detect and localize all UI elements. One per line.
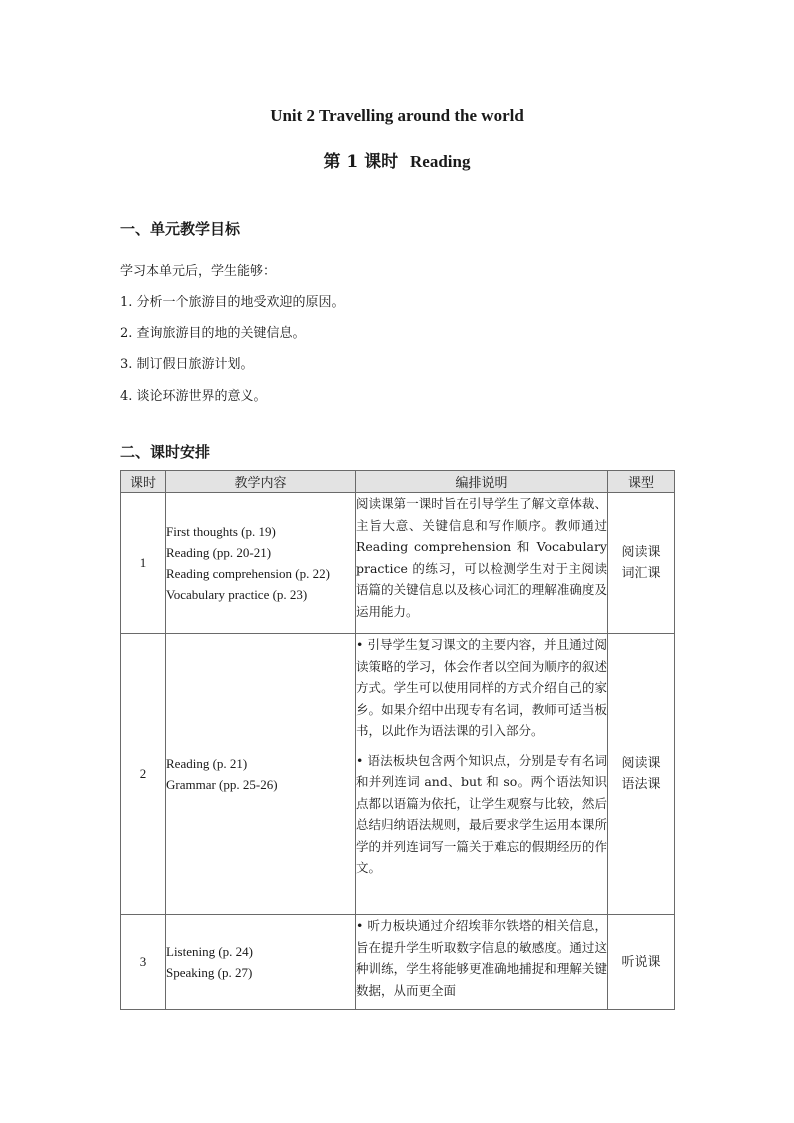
- description-paragraph: • 听力板块通过介绍埃菲尔铁塔的相关信息，旨在提升学生听取数字信息的敏感度。通过这种训练，学生将能够更准确地捕捉和理解关键数据，从而更全面: [356, 918, 607, 998]
- description-paragraph: 阅读课第一课时旨在引导学生了解文章体裁、主旨大意、关键信息和写作顺序。教师通过 Reading comprehension 和 Vocabulary practice 的练习，可以检测学生对于主阅读语篇的关键信息以及核心词汇的理解准确度及运用能力。: [356, 496, 607, 619]
- lesson-type: [608, 493, 675, 634]
- lesson-type-label: 语法课: [621, 777, 661, 792]
- schedule-table: [120, 470, 675, 1010]
- description-paragraph: • 语法板块包含两个知识点，分别是专有名词和并列连词 and、but 和 so。两个语法知识点都以语篇为依托，让学生观察与比较，然后总结归纳语法规则，最后要求学生运用本课所学的并列连词写一篇关于难忘的假期经历的作文。: [356, 752, 607, 875]
- arrangement-description: [356, 493, 608, 634]
- lesson-type-label: 阅读课: [621, 756, 661, 771]
- goal-item: 1. 分析一个旅游目的地受欢迎的原因。: [120, 295, 345, 310]
- teaching-content: [166, 493, 356, 634]
- content-item: Grammar (pp. 25-26): [166, 777, 278, 792]
- content-item: Reading comprehension (p. 22): [166, 566, 330, 581]
- content-item: Listening (p. 24): [166, 944, 254, 959]
- goal-item: 4. 谈论环游世界的意义。: [120, 389, 267, 404]
- description-paragraph: • 引导学生复习课文的主要内容，并且通过阅读策略的学习，体会作者以空间为顺序的叙述方式。学生可以使用同样的方式介绍自己的家乡。如果介绍中出现专有名词，教师可适当板书，以此作为语法课的引入部分。: [356, 637, 607, 738]
- period-number: 2: [121, 634, 166, 915]
- section-heading-schedule: 二、课时安排: [120, 443, 211, 461]
- column-header-content: 教学内容: [166, 471, 356, 493]
- column-header-period: 课时: [121, 471, 166, 493]
- lesson-number: 第 1 课时: [323, 152, 399, 172]
- table-row: [121, 493, 675, 634]
- goal-item: 2. 查询旅游目的地的关键信息。: [120, 326, 306, 341]
- section-heading-goals: 一、单元教学目标: [120, 220, 241, 238]
- goals-intro: 学习本单元后，学生能够：: [120, 264, 277, 279]
- lesson-type: [608, 915, 675, 1010]
- period-number: 3: [121, 915, 166, 1010]
- lesson-name: Reading: [410, 152, 471, 171]
- table-header-row: [121, 471, 675, 493]
- lesson-title: [0, 147, 794, 172]
- arrangement-description: [356, 634, 608, 915]
- table-row: [121, 634, 675, 915]
- lesson-type-label: 阅读课: [621, 545, 661, 560]
- column-header-type: 课型: [608, 471, 675, 493]
- teaching-content: [166, 915, 356, 1010]
- table-row: [121, 915, 675, 1010]
- content-item: Vocabulary practice (p. 23): [166, 587, 308, 602]
- content-item: Reading (pp. 20-21): [166, 545, 272, 560]
- teaching-content: [166, 634, 356, 915]
- lesson-type-label: 词汇课: [621, 566, 661, 581]
- goal-item: 3. 制订假日旅游计划。: [120, 357, 254, 372]
- content-item: Speaking (p. 27): [166, 965, 253, 980]
- column-header-description: 编排说明: [356, 471, 608, 493]
- content-item: Reading (p. 21): [166, 756, 248, 771]
- period-number: 1: [121, 493, 166, 634]
- content-item: First thoughts (p. 19): [166, 524, 276, 539]
- arrangement-description: [356, 915, 608, 1010]
- lesson-type-label: 听说课: [621, 954, 661, 970]
- lesson-type: [608, 634, 675, 915]
- document-title: Unit 2 Travelling around the world: [270, 106, 524, 125]
